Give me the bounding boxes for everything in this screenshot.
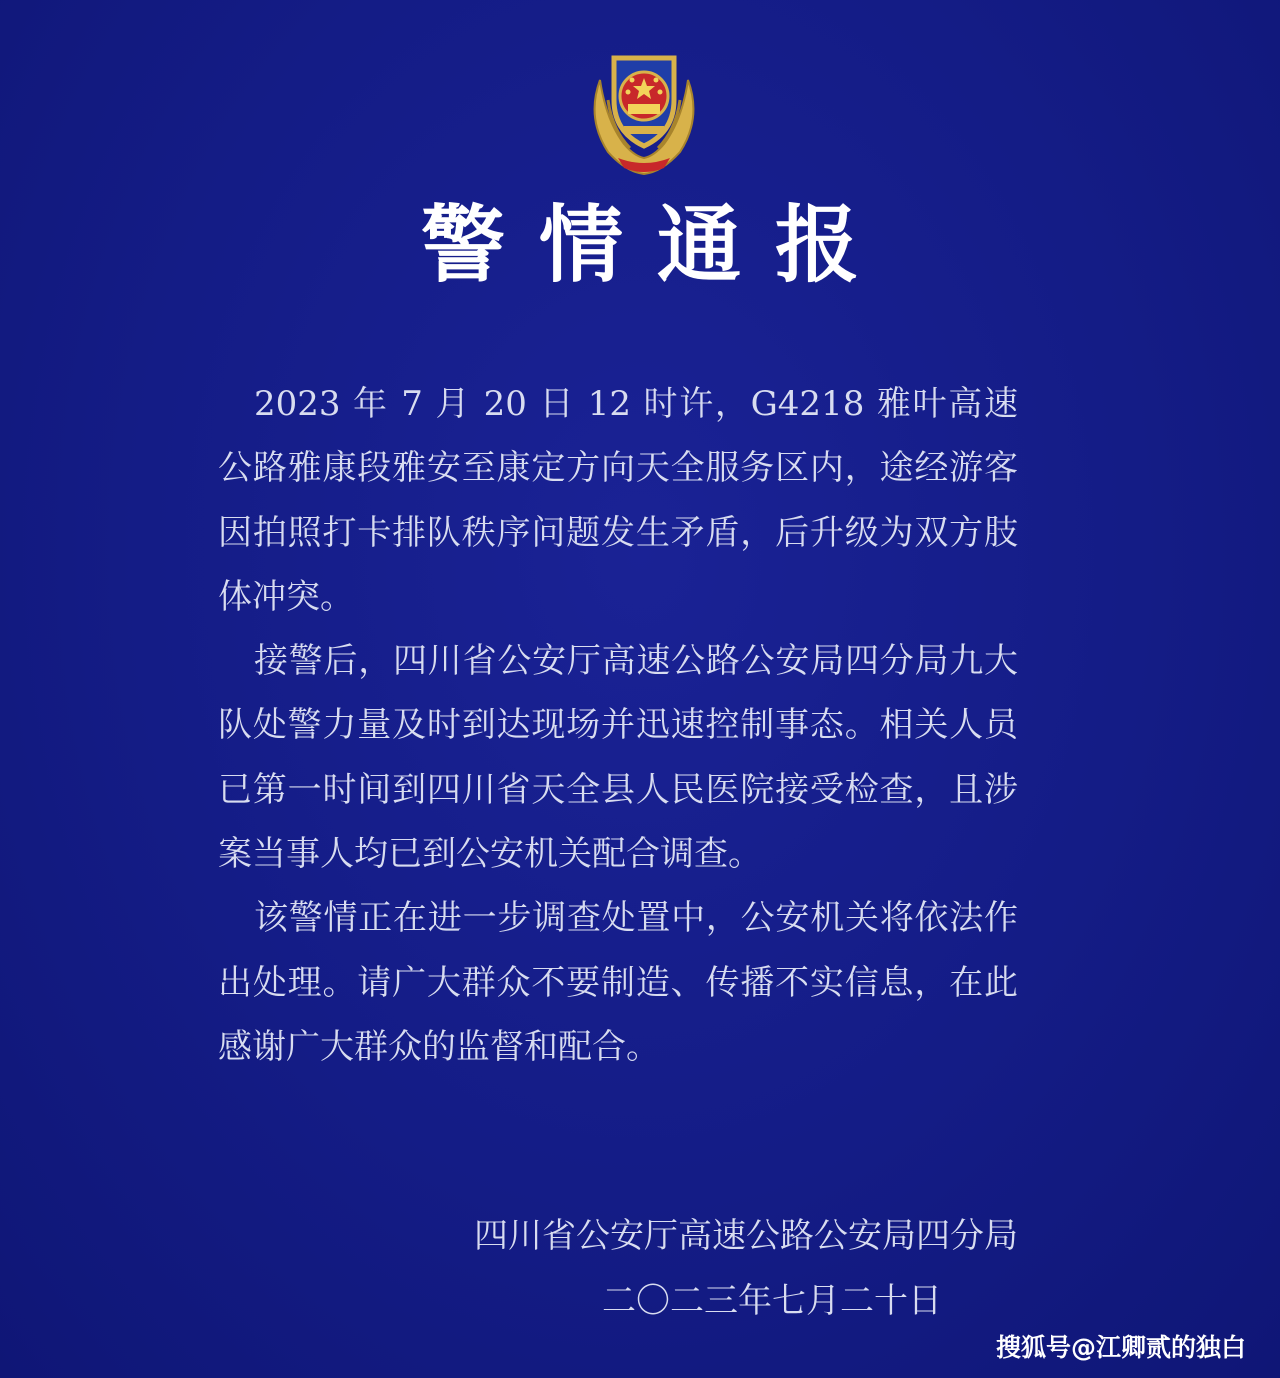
- paragraph-incident: 2023 年 7 月 20 日 12 时许，G4218 雅叶高速公路雅康段雅安至康定方向天全服务区内，途经游客因拍照打卡排队秩序问题发生矛盾，后升级为双方肢体冲突。: [218, 384, 1018, 617]
- paragraph-followup: 该警情正在进一步调查处置中，公安机关将依法作出处理。请广大群众不要制造、传播不实信息，在此感谢广大群众的监督和配合。: [218, 898, 1018, 1067]
- emblem-graphic: [578, 40, 710, 180]
- page-title: 警情通报: [420, 196, 893, 294]
- signature-organization: 四川省公安厅高速公路公安局四分局: [474, 1216, 1018, 1256]
- notice-body: [218, 372, 1018, 1079]
- paragraph-response: 接警后，四川省公安厅高速公路公安局四分局九大队处警力量及时到达现场并迅速控制事态。相关人员已第一时间到四川省天全县人民医院接受检查，且涉案当事人均已到公安机关配合调查。: [218, 641, 1018, 875]
- police-emblem-icon: [578, 40, 710, 180]
- signature-date: 二〇二三年七月二十日: [602, 1281, 942, 1321]
- watermark: 搜狐号@江卿贰的独白: [995, 1333, 1246, 1362]
